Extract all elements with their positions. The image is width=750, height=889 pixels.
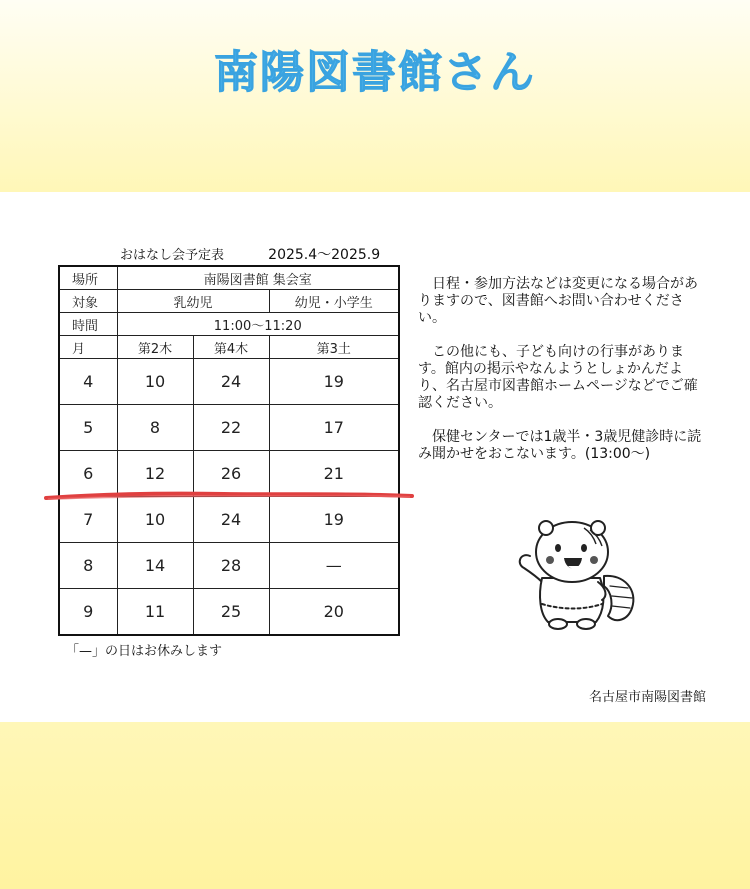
closed-day-note: 「—」の日はお休みします: [66, 644, 223, 659]
month-cell: 4: [59, 359, 117, 405]
library-credit: 名古屋市南陽図書館: [588, 690, 706, 705]
date-cell: 11: [117, 589, 193, 636]
date-cell: —: [269, 543, 399, 589]
date-cell: 25: [193, 589, 269, 636]
place-label: 場所: [59, 266, 117, 290]
schedule-table: [58, 265, 400, 636]
month-cell: 8: [59, 543, 117, 589]
table-row: [59, 589, 399, 636]
date-cell: 8: [117, 405, 193, 451]
red-strike-line: [44, 488, 414, 502]
date-cell: 26: [193, 451, 269, 497]
info-paragraph-1: 日程・参加方法などは変更になる場合がありますので、図書館へお問い合わせください。: [418, 276, 698, 326]
date-cell: 22: [193, 405, 269, 451]
date-cell: 20: [269, 589, 399, 636]
date-cell: 10: [117, 497, 193, 543]
month-cell: 9: [59, 589, 117, 636]
date-cell: 10: [117, 359, 193, 405]
date-cell: 28: [193, 543, 269, 589]
page-title: 南陽図書館さん: [214, 47, 536, 98]
date-cell: 19: [269, 497, 399, 543]
info-paragraph-3: 保健センターでは1歳半・3歳児健診時に読み聞かせをおこないます。(13:00～): [418, 429, 702, 462]
target-label: 対象: [59, 290, 117, 313]
table-row: [59, 336, 399, 359]
col-header-3rd-sat: 第3土: [269, 336, 399, 359]
date-cell: 17: [269, 405, 399, 451]
date-cell: 19: [269, 359, 399, 405]
table-row: [59, 359, 399, 405]
table-row: [59, 405, 399, 451]
target-children: 幼児・小学生: [269, 290, 399, 313]
col-header-2nd-thu: 第2木: [117, 336, 193, 359]
table-row: [59, 290, 399, 313]
table-row: [59, 543, 399, 589]
table-row: [59, 266, 399, 290]
schedule-range: 2025.4～2025.9: [268, 247, 381, 263]
date-cell: 21: [269, 451, 399, 497]
schedule-caption: [120, 244, 380, 264]
date-cell: 12: [117, 451, 193, 497]
time-label: 時間: [59, 313, 117, 336]
month-label: 月: [59, 336, 117, 359]
month-cell: 6: [59, 451, 117, 497]
date-cell: 24: [193, 359, 269, 405]
col-header-4th-thu: 第4木: [193, 336, 269, 359]
date-cell: 24: [193, 497, 269, 543]
table-row: [59, 497, 399, 543]
month-cell: 5: [59, 405, 117, 451]
info-paragraph-2: この他にも、子ども向けの行事があります。館内の掲示やなんようとしょかんだより、名古屋市図書館ホームページなどでご確認ください。: [418, 344, 698, 411]
target-infants: 乳幼児: [117, 290, 269, 313]
place-value: 南陽図書館 集会室: [117, 266, 399, 290]
date-cell: 14: [117, 543, 193, 589]
time-value: 11:00～11:20: [117, 313, 399, 336]
month-cell: 7: [59, 497, 117, 543]
info-text: [418, 276, 708, 480]
table-row: [59, 313, 399, 336]
schedule-caption-text: おはなし会予定表: [120, 248, 225, 263]
beaver-mascot-icon: [512, 516, 642, 634]
